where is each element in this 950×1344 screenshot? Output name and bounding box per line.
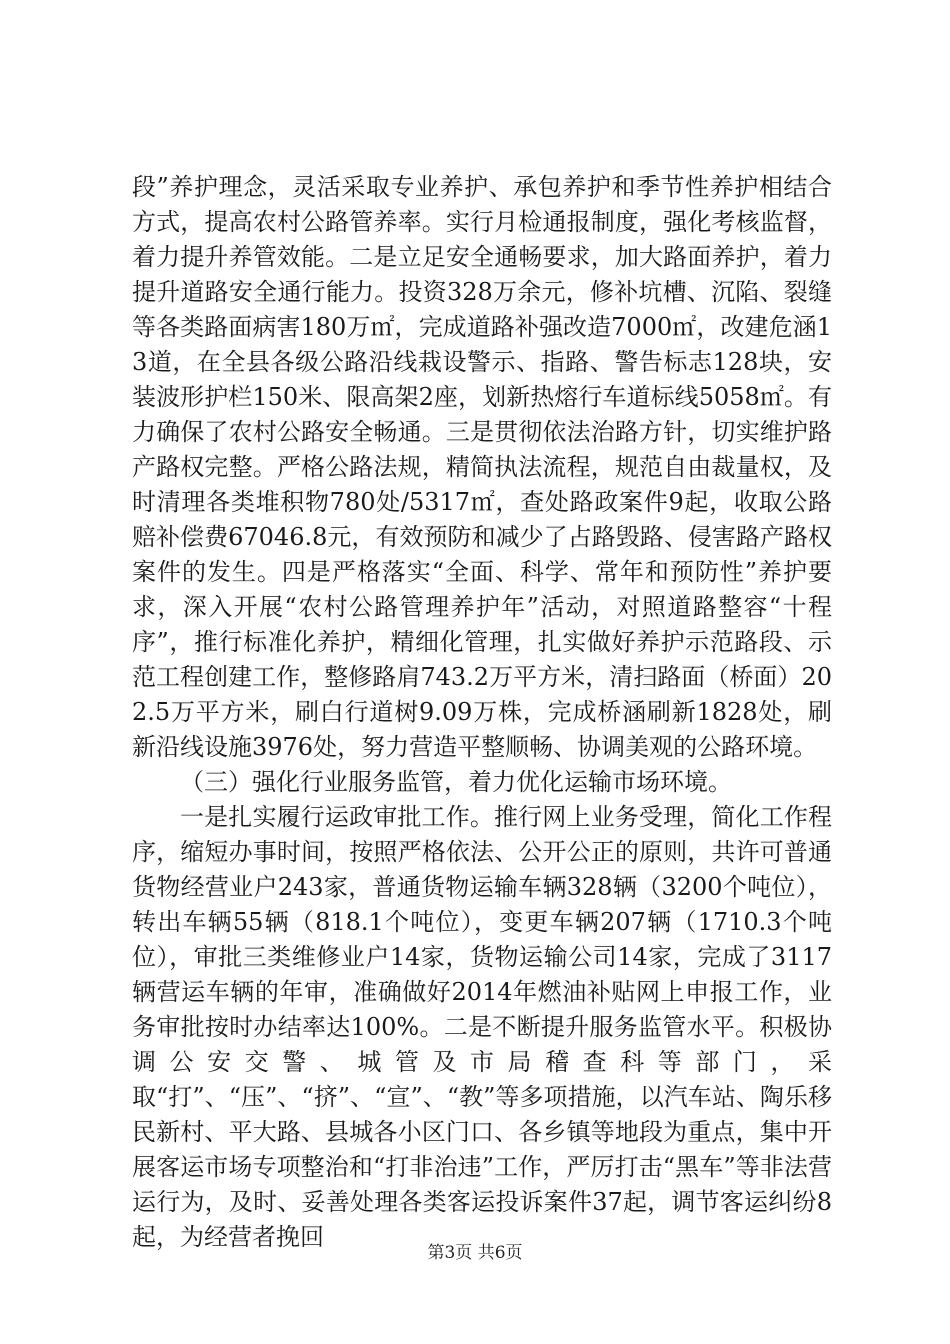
paragraph-road-maintenance: 段”养护理念，灵活采取专业养护、承包养护和季节性养护相结合方式，提高农村公路管养率。实行月检通报制度，强化考核监督，着力提升养管效能。二是立足安全通畅要求，加大路面养护，着力提升道路安全通行能力。投资328万余元，修补坑槽、沉陷、裂缝等各类路面病害180万㎡，完成道路补强改造7000㎡，改建危涵13道，在全县各级公路沿线栽设警示、指路、警告标志128块，安装波形护栏150米、限高架2座，划新热熔行车道标线5058㎡。有力确保了农村公路安全畅通。三是贯彻依法治路方针，切实维护路产路权完整。严格公路法规，精简执法流程，规范自由裁量权，及时清理各类堆积物780处/5317㎡，查处路政案件9起，收取公路赔补偿费67046.8元，有效预防和减少了占路毁路、侵害路产路权案件的发生。四是严格落实“全面、科学、常年和预防性”养护要求，深入开展“农村公路管理养护年”活动，对照道路整容“十程序”，推行标准化养护，精细化管理，扎实做好养护示范路段、示范工程创建工作，整修路肩743.2万平方米，清扫路面（桥面）202.5万平方米，刷白行道树9.09万株，完成桥涵刷新1828处，刷新沿线设施3976处，努力营造平整顺畅、协调美观的公路环境。 bbox=[132, 173, 832, 761]
page-footer bbox=[0, 1238, 950, 1263]
document-body bbox=[132, 170, 832, 1255]
paragraph-transport-regulation: 一是扎实履行运政审批工作。推行网上业务受理，简化工作程序，缩短办事时间，按照严格依法、公开公正的原则，共许可普通货物经营业户243家，普通货物运输车辆328辆（3200个吨位），转出车辆55辆（818.1个吨位），变更车辆207辆（1710.3个吨位），审批三类维修业户14家，货物运输公司14家，完成了3117辆营运车辆的年审，准确做好2014年燃油补贴网上申报工作，业务审批按时办结率达100%。二是不断提升服务监管水平。积极协调公安交警、城管及市局稽查科等部门，采取“打”、“压”、“挤”、“宣”、“教”等多项措施，以汽车站、陶乐移民新村、平大路、县城各小区门口、各乡镇等地段为重点，集中开展客运市场专项整治和“打非治违”工作，严厉打击“黑车”等非法营运行为，及时、妥善处理各类客运投诉案件37起，调节客运纠纷8起，为经营者挽回 bbox=[132, 803, 832, 1251]
page-number-label: 第3页 共6页 bbox=[427, 1243, 523, 1263]
section-heading-three: （三）强化行业服务监管，着力优化运输市场环境。 bbox=[180, 768, 732, 796]
